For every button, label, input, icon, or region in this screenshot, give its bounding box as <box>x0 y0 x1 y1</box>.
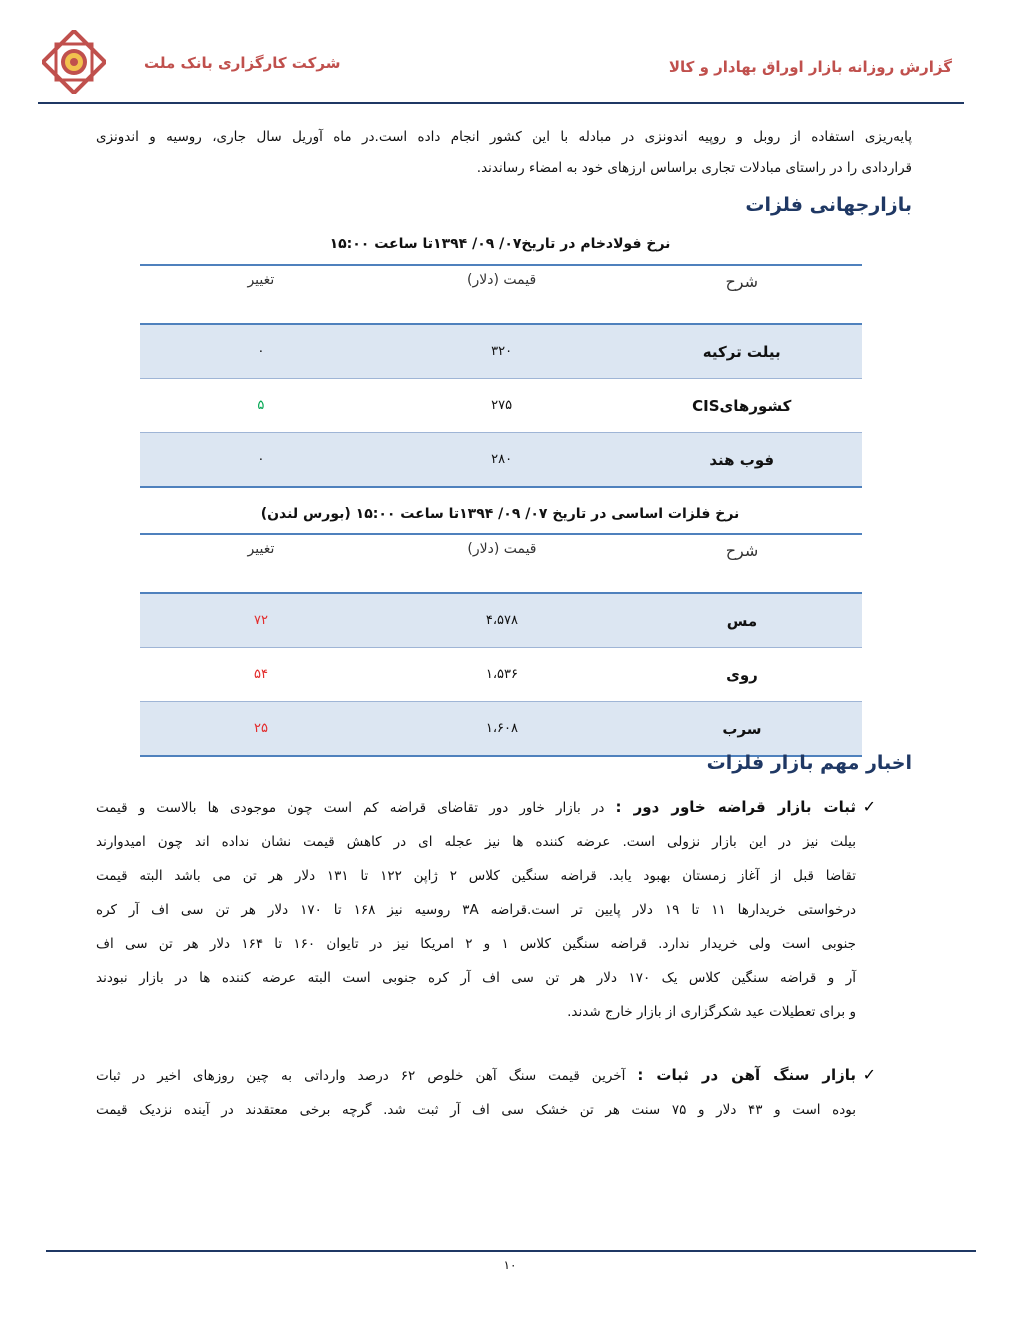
footer-divider <box>46 1250 976 1252</box>
header-divider <box>38 102 964 104</box>
news-item-scrap <box>96 790 876 1029</box>
base-metals-table-title: نرخ فلزات اساسی در تاریخ ۰۷/ ۰۹/ ۱۳۹۴تا ساعت ۱۵:۰۰ (بورس لندن) <box>260 506 740 522</box>
table-row <box>140 379 862 433</box>
row-desc: سرب <box>622 702 862 757</box>
news-line: بوده است و ۴۳ دلار و ۷۵ سنت هر تن خشک سی اف آر ثبت شد. گرچه برخی معتقدند در آینده نزدیک قیمت <box>96 1102 856 1118</box>
row-change: ۵ <box>140 379 382 433</box>
column-header-desc: شرح <box>725 541 759 560</box>
checkmark-icon: ✓ <box>862 1065 876 1084</box>
row-change: ۵۴ <box>140 648 382 702</box>
row-price: ۳۲۰ <box>382 324 622 379</box>
news-line: درخواستی خریدارها ۱۱ تا ۱۹ دلار پایین تر است.قراضه ۳A روسیه نیز ۱۶۸ تا ۱۷۰ دلار هر تن سی اف آر کره <box>96 902 857 918</box>
column-header-price: قیمت (دلار) <box>467 541 537 557</box>
table-row <box>140 324 862 379</box>
world-metals-heading: بازارجهانی فلزات <box>745 194 912 216</box>
row-desc: روی <box>622 648 862 702</box>
page-header <box>38 28 964 104</box>
news-line: و برای تعطیلات عید شکرگزاری از بازار خارج شدند. <box>567 1004 856 1020</box>
news-line: آخرین قیمت سنگ آهن خلوص ۶۲ درصد وارداتی به چین روزهای اخیر در ثبات <box>96 1068 638 1084</box>
intro-paragraph <box>96 122 912 184</box>
row-desc: کشورهایCIS <box>622 379 863 433</box>
steel-price-table <box>140 264 862 488</box>
intro-line-2: قراردادی را در راستای مبادلات تجاری براساس ارزهای خود به امضاء رساندند. <box>476 160 912 176</box>
row-price: ۱،۶۰۸ <box>382 702 622 757</box>
bank-mellat-logo-icon <box>42 30 106 94</box>
table-row <box>140 702 862 757</box>
news-line: در بازار خاور دور تقاضای قراضه کم است چون موجودی ها بالاست و قیمت <box>96 800 616 816</box>
row-price: ۲۸۰ <box>382 433 622 488</box>
row-desc: مس <box>622 593 862 648</box>
base-metals-price-table <box>140 533 862 757</box>
report-title: گزارش روزانه بازار اوراق بهادار و کالا <box>668 58 952 76</box>
news-line: بیلت نیز در این بازار نزولی است. عرضه کننده ها نیز عجله ای در کاهش قیمت نشان نداده اند چون امیدوارند <box>96 834 856 850</box>
news-line: جنوبی است ولی خریدار ندارد. قراضه سنگین کلاس ۱ و ۲ امریکا نیز در تایوان ۱۶۰ تا ۱۶۴ دلار هر تن سی اف <box>96 936 856 952</box>
page-number: ۱۰ <box>503 1258 517 1272</box>
news-lead: ثبات بازار قراضه خاور دور : <box>615 798 856 816</box>
row-change: ۰ <box>140 324 382 379</box>
row-desc: بیلت ترکیه <box>622 324 863 379</box>
column-header-change: تغییر <box>247 272 275 288</box>
column-header-desc: شرح <box>725 272 759 291</box>
row-price: ۴،۵۷۸ <box>382 593 622 648</box>
news-line: تقاضا قبل از آغاز زمستان بهبود یابد. قراضه سنگین کلاس ۲ ژاپن ۱۲۲ تا ۱۳۱ دلار هر تن می باشد البته قیمت <box>96 868 856 884</box>
column-header-change: تغییر <box>247 541 275 557</box>
table-row <box>140 648 862 702</box>
table-header-row <box>140 534 862 593</box>
steel-table-title: نرخ فولادخام در تاریخ۰۷/ ۰۹/ ۱۳۹۴تا ساعت ۱۵:۰۰ <box>329 236 671 252</box>
company-name: شرکت کارگزاری بانک ملت <box>144 54 341 72</box>
row-price: ۲۷۵ <box>382 379 622 433</box>
row-price: ۱،۵۳۶ <box>382 648 622 702</box>
news-line: آر و قراضه سنگین کلاس یک ۱۷۰ دلار هر تن سی اف آر کره جنوبی است البته عرضه کننده ها در بازار نبودند <box>96 970 856 986</box>
table-row <box>140 433 862 488</box>
table-row <box>140 593 862 648</box>
row-change: ۲۵ <box>140 702 382 757</box>
intro-line-1: پایه‌ریزی استفاده از روبل و روپیه اندونزی در مبادله با این کشور انجام داده است.در ماه آوریل سال جاری، روسیه و اندونزی <box>96 129 912 145</box>
news-item-iron-ore <box>96 1058 876 1127</box>
table-header-row <box>140 265 862 324</box>
row-change: ۰ <box>140 433 382 488</box>
checkmark-icon: ✓ <box>862 797 876 816</box>
column-header-price: قیمت (دلار) <box>467 272 537 288</box>
metals-news-heading: اخبار مهم بازار فلزات <box>706 752 912 774</box>
row-desc: فوب هند <box>622 433 863 488</box>
news-lead: بازار سنگ آهن در ثبات : <box>637 1066 857 1084</box>
row-change: ۷۲ <box>140 593 382 648</box>
